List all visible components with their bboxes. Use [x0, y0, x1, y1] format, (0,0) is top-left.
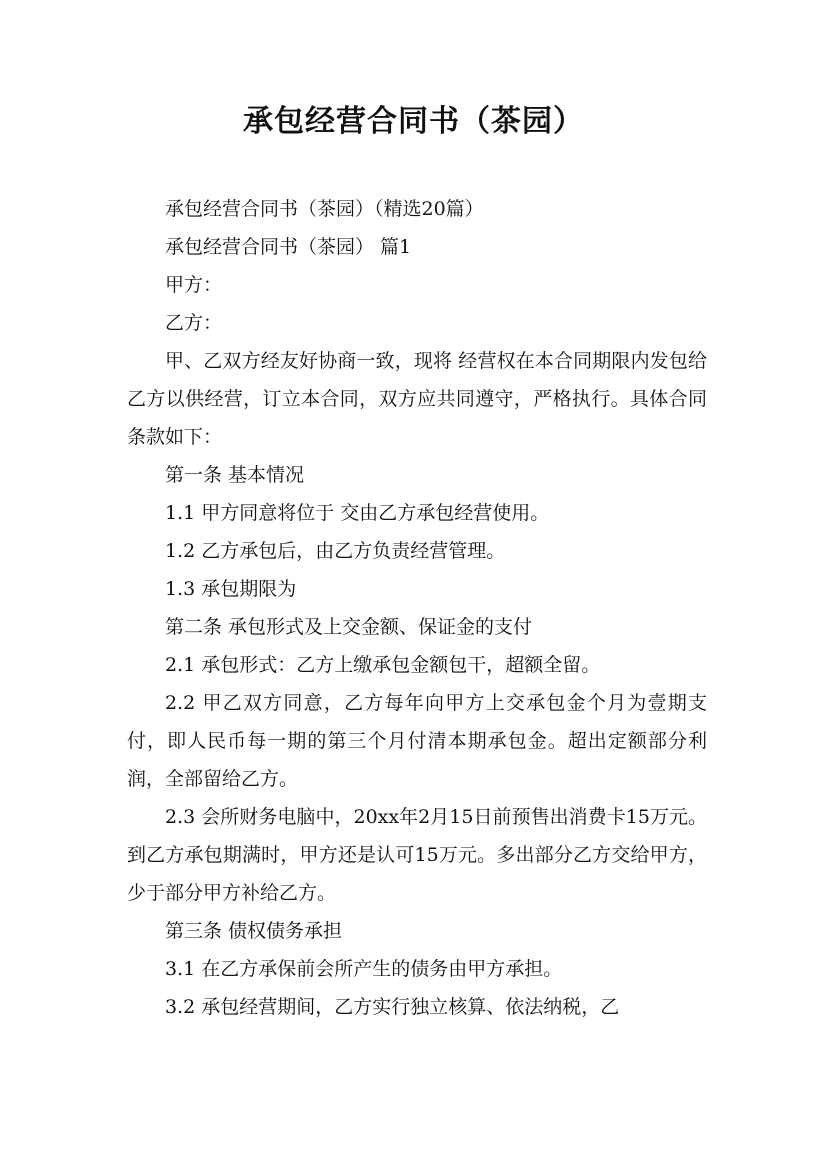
article-heading: 第二条 承包形式及上交金额、保证金的支付	[165, 616, 533, 638]
article-heading: 第一条 基本情况	[165, 464, 305, 486]
section-heading: 承包经营合同书（茶园） 篇1	[165, 236, 412, 258]
clause-line: 3.1 在乙方承保前会所产生的债务由甲方承担。	[165, 958, 563, 980]
clause-paragraph: 2.2 甲乙双方同意，乙方每年向甲方上交承包金个月为壹期支付，即人民币每一期的第三个月付清本期承包金。超出定额部分利润，全部留给乙方。	[127, 692, 707, 790]
party-b-line: 乙方：	[165, 312, 223, 334]
clause-line: 3.2 承包经营期间，乙方实行独立核算、依法纳税，乙	[165, 996, 620, 1018]
clause-paragraph: 2.3 会所财务电脑中，20xx年2月15日前预售出消费卡15万元。到乙方承包期满时，甲方还是认可15万元。多出部分乙方交给甲方，少于部分甲方补给乙方。	[127, 806, 707, 904]
subtitle-line: 承包经营合同书（茶园）（精选20篇）	[165, 198, 484, 220]
clause-line: 1.3 承包期限为	[165, 578, 297, 600]
document-body	[127, 190, 707, 1026]
article-heading: 第三条 债权债务承担	[165, 920, 343, 942]
clause-line: 1.2 乙方承包后，由乙方负责经营管理。	[165, 540, 506, 562]
clause-line: 1.1 甲方同意将位于 交由乙方承包经营使用。	[165, 502, 550, 524]
clause-line: 2.1 承包形式：乙方上缴承包金额包干，超额全留。	[165, 654, 601, 676]
intro-paragraph: 甲、乙双方经友好协商一致，现将 经营权在本合同期限内发包给乙方以供经营，订立本合同，双方应共同遵守，严格执行。具体合同条款如下：	[127, 350, 707, 448]
document-title: 承包经营合同书（茶园）	[243, 104, 584, 139]
party-a-line: 甲方：	[165, 274, 223, 296]
